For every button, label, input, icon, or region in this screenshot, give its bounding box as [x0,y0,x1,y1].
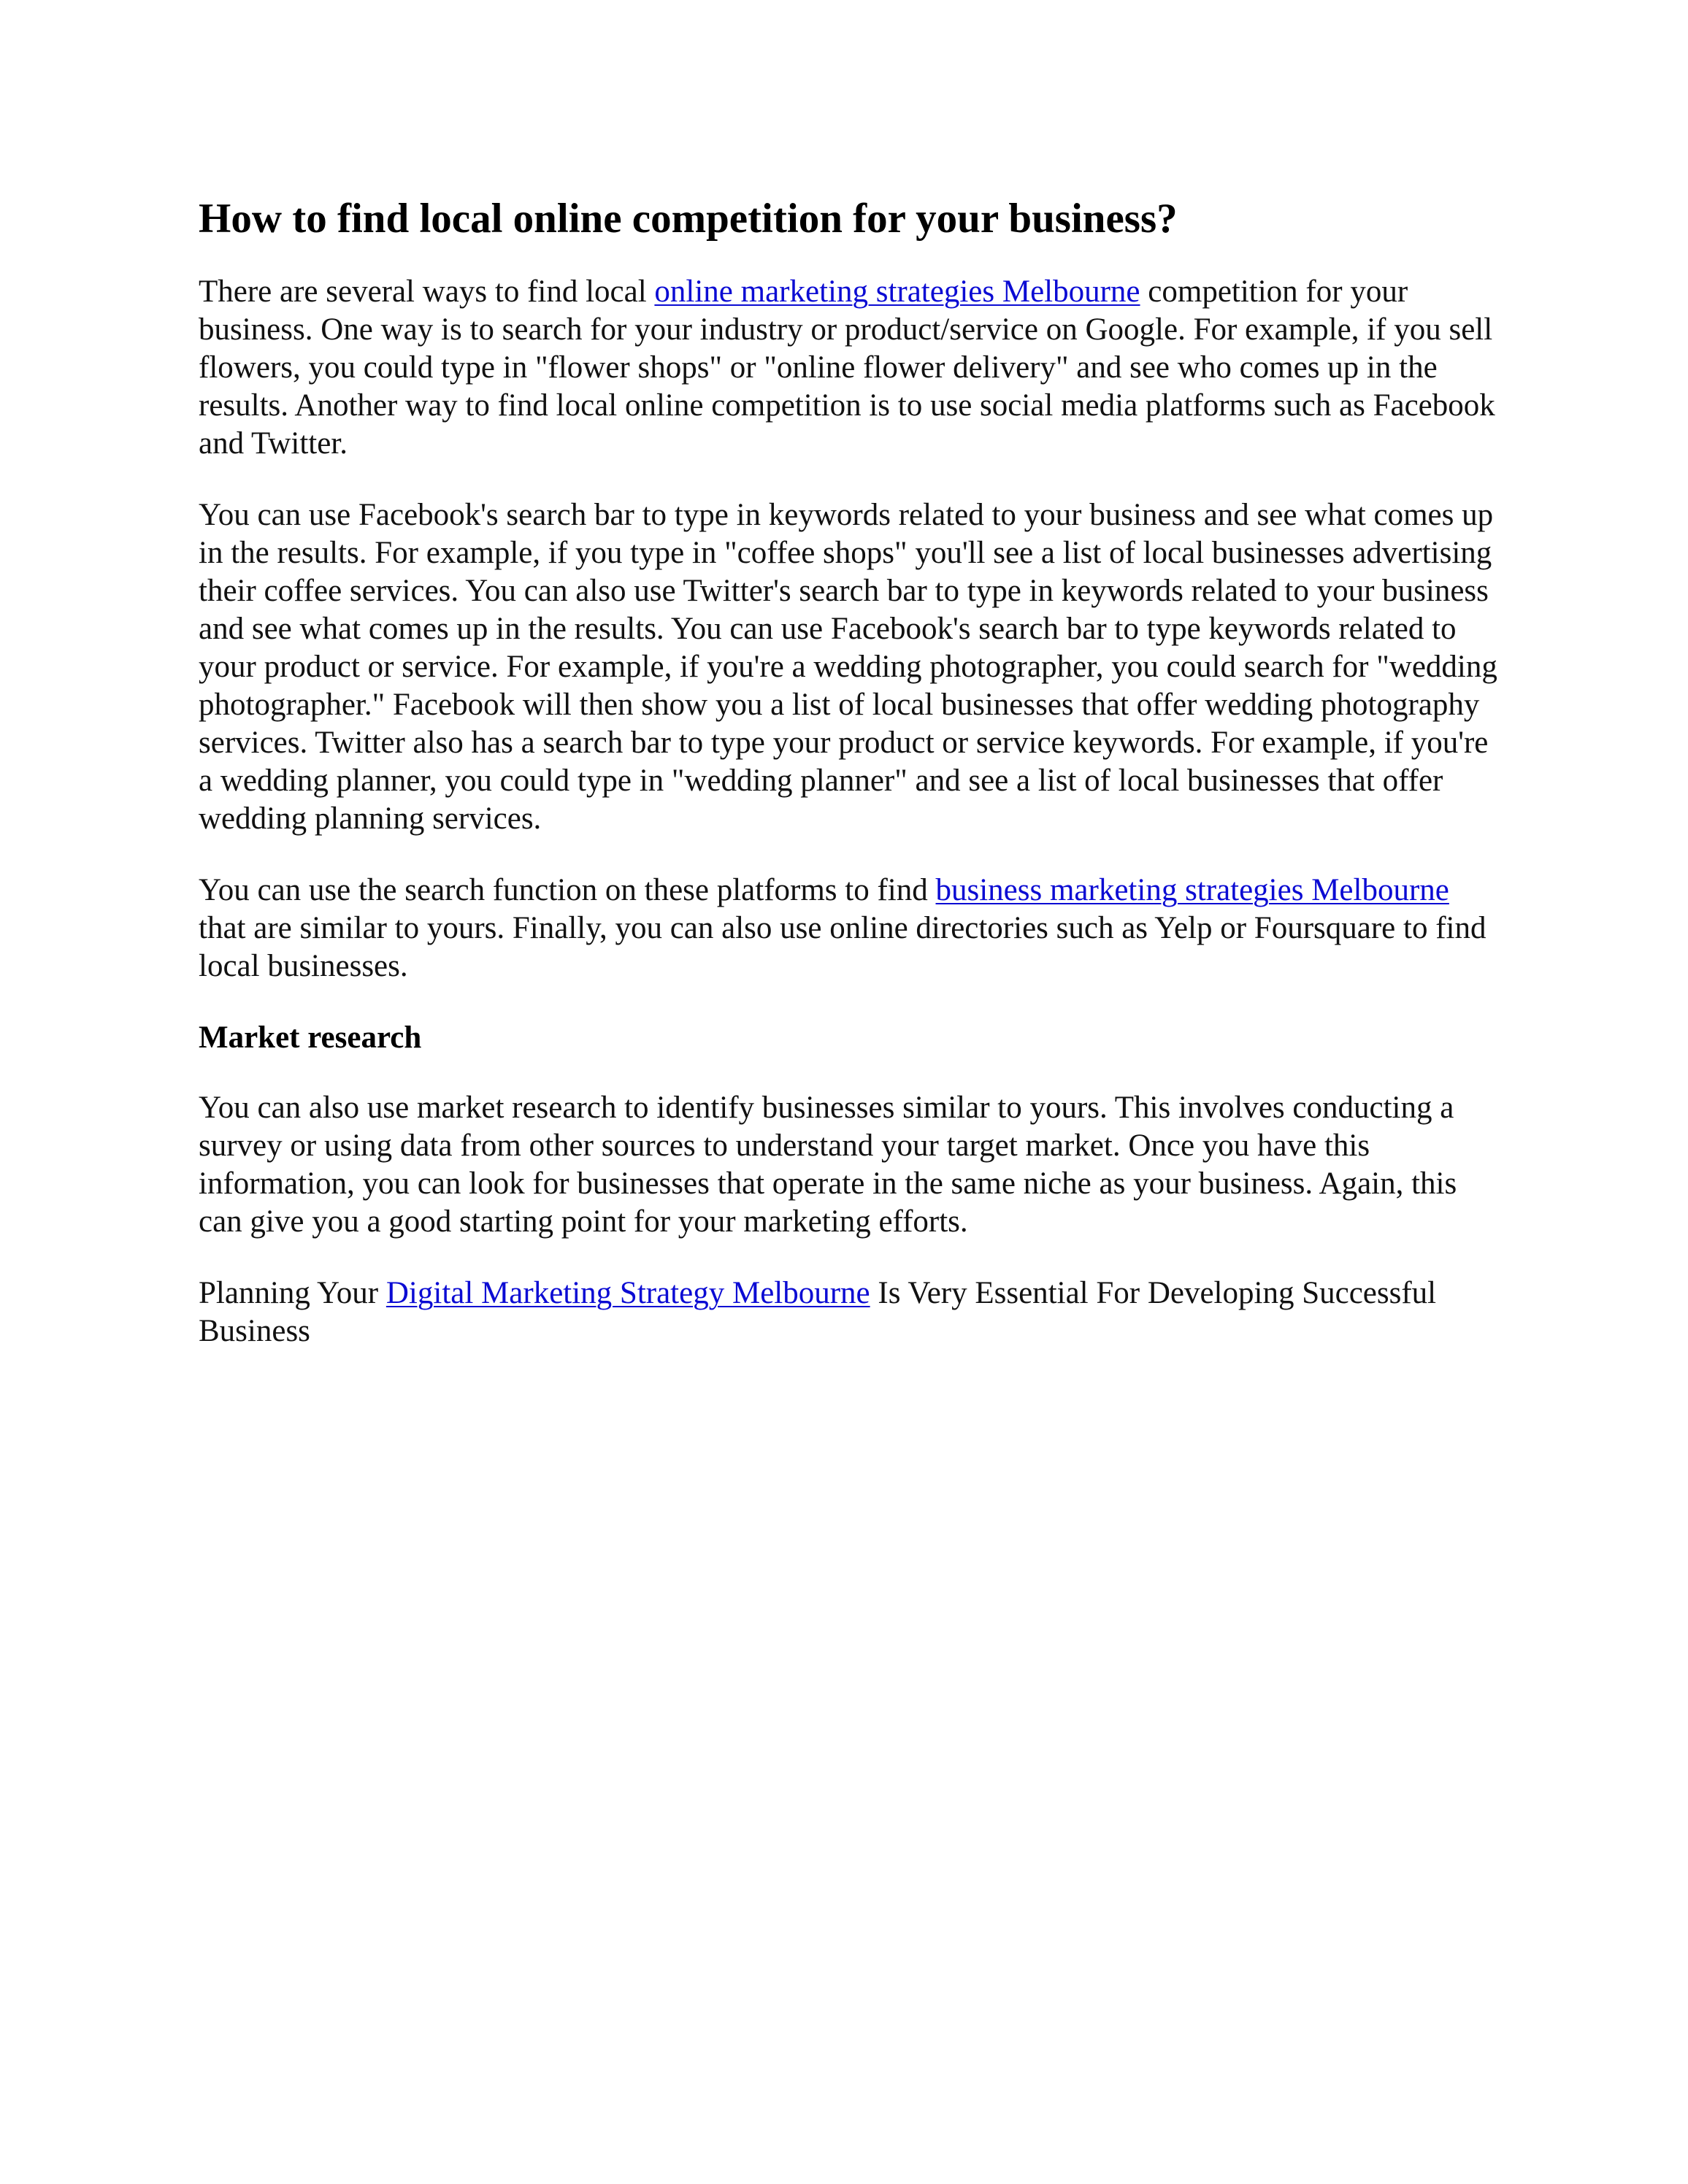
section-heading-market-research: Market research [199,1020,422,1056]
link-digital-marketing-strategy[interactable]: Digital Marketing Strategy Melbourne [385,1275,870,1310]
page-title: How to find local online competition for your business? [199,196,1178,242]
paragraph-market-research: You can also use market research to identify businesses similar to yours. This involves conducting a survey or using data from other sources to understand your target market. Once you have this information, you can look for businesses that operate in the same niche as your business. Again, this can give you a good starting point for your marketing efforts. [199,1090,1457,1239]
paragraph-intro-text-a: There are several ways to find local [199,274,655,309]
paragraph-search-function [199,872,1498,985]
paragraph-closing-text-a: Planning Your [199,1275,386,1310]
document-page [199,194,1498,1384]
paragraph-intro [199,273,1498,463]
paragraph-intro-text-b: competition for your business. One way is to search for your industry or product/service on Google. For example, if you sell flowers, you could type in "flower shops" or "online flower delivery" and see who comes up in the results. Another way to find local online competition is to use social media platforms such as Facebook and Twitter. [199,274,1495,461]
paragraph-search-function-text-b: that are similar to yours. Finally, you can also use online directories such as Yelp or Foursquare to find local businesses. [199,911,1486,984]
link-business-marketing-strategies[interactable]: business marketing strategies Melbourne [935,873,1449,908]
paragraph-search-function-text-a: You can use the search function on these platforms to find [199,873,936,908]
paragraph-closing-text-b: Is Very Essential For Developing Successful Business [199,1275,1437,1348]
link-online-marketing-strategies[interactable]: online marketing strategies Melbourne [654,274,1140,309]
paragraph-closing [199,1274,1498,1350]
paragraph-social-search: You can use Facebook's search bar to type in keywords related to your business and see what comes up in the results. For example, if you type in "coffee shops" you'll see a list of local businesses advertising their coffee services. You can also use Twitter's search bar to type in keywords related to your business and see what comes up in the results. You can use Facebook's search bar to type keywords related to your product or service. For example, if you're a wedding photographer, you could search for "wedding photographer." Facebook will then show you a list of local businesses that offer wedding photography services. Twitter also has a search bar to type your product or service keywords. For example, if you're a wedding planner, you could type in "wedding planner" and see a list of local businesses that offer wedding planning services. [199,498,1497,837]
